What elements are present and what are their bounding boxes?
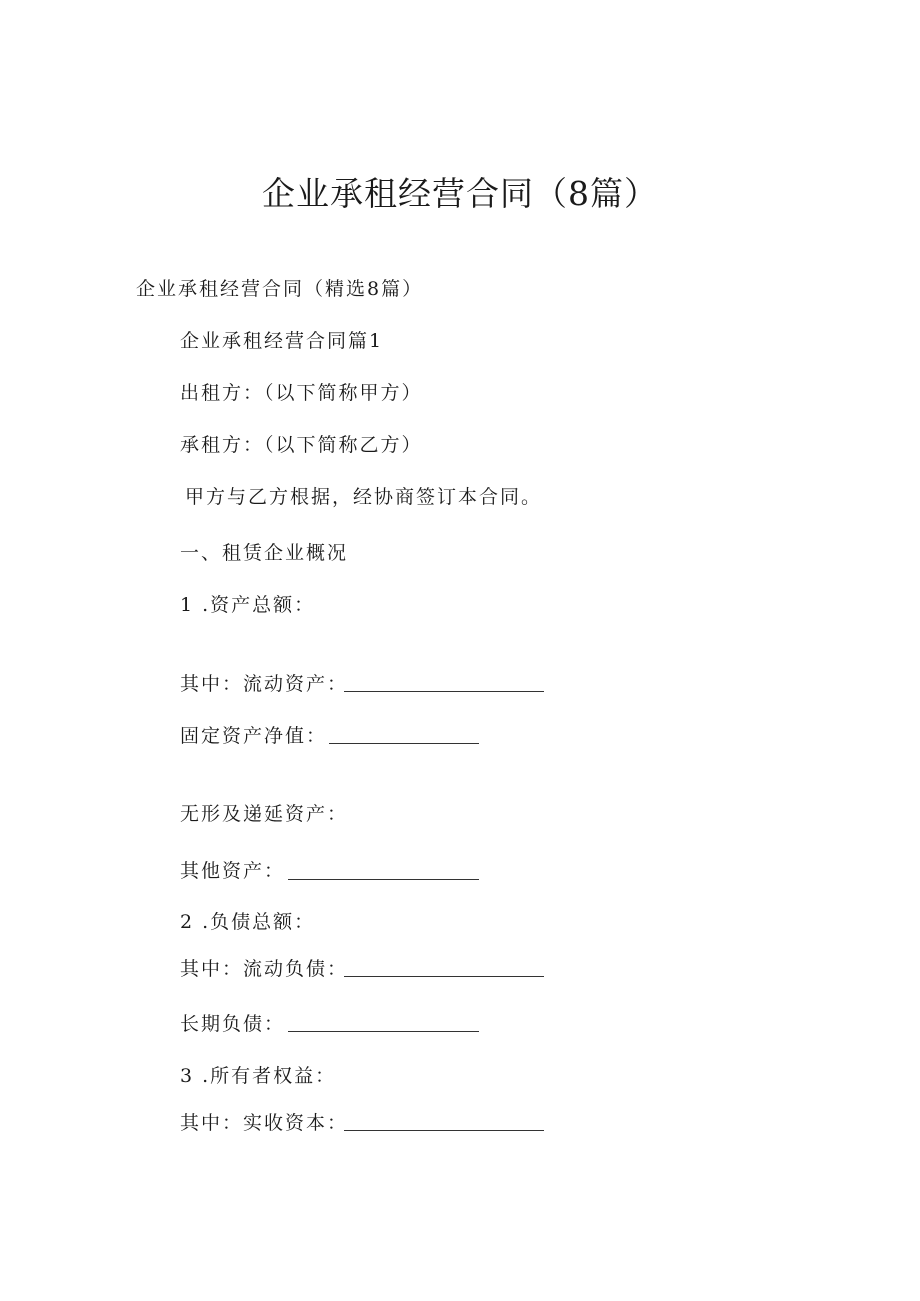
fixed-assets-blank [329,743,479,744]
total-liabilities-label: 2 .负债总额： [180,911,316,933]
current-assets-label: 其中：流动资产： [180,673,349,695]
section-heading: 企业承租经营合同篇1 [180,330,384,352]
current-liabilities-label: 其中：流动负债： [180,958,349,980]
paid-in-capital-label: 其中：实收资本： [180,1112,349,1134]
other-assets-label: 其他资产： [180,860,286,882]
fixed-assets-label: 固定资产净值： [180,725,328,747]
other-assets-blank [288,879,479,880]
current-assets-blank [344,691,544,692]
total-assets-label: 1 .资产总额： [180,594,316,616]
owners-equity-label: 3 .所有者权益： [180,1065,337,1087]
long-term-liabilities-blank [288,1031,479,1032]
lessee-line: 承租方：（以下简称乙方） [180,434,423,456]
document-title: 企业承租经营合同（8篇） [262,174,658,213]
intro-paragraph: 甲方与乙方根据，经协商签订本合同。 [185,486,543,508]
document-subtitle: 企业承租经营合同（精选8篇） [136,278,424,300]
paid-in-capital-blank [344,1130,544,1131]
long-term-liabilities-label: 长期负债： [180,1013,286,1035]
lessor-line: 出租方：（以下简称甲方） [180,382,423,404]
article-heading: 一、租赁企业概况 [180,542,349,564]
current-liabilities-blank [344,976,544,977]
intangible-assets-label: 无形及递延资产： [180,803,349,825]
